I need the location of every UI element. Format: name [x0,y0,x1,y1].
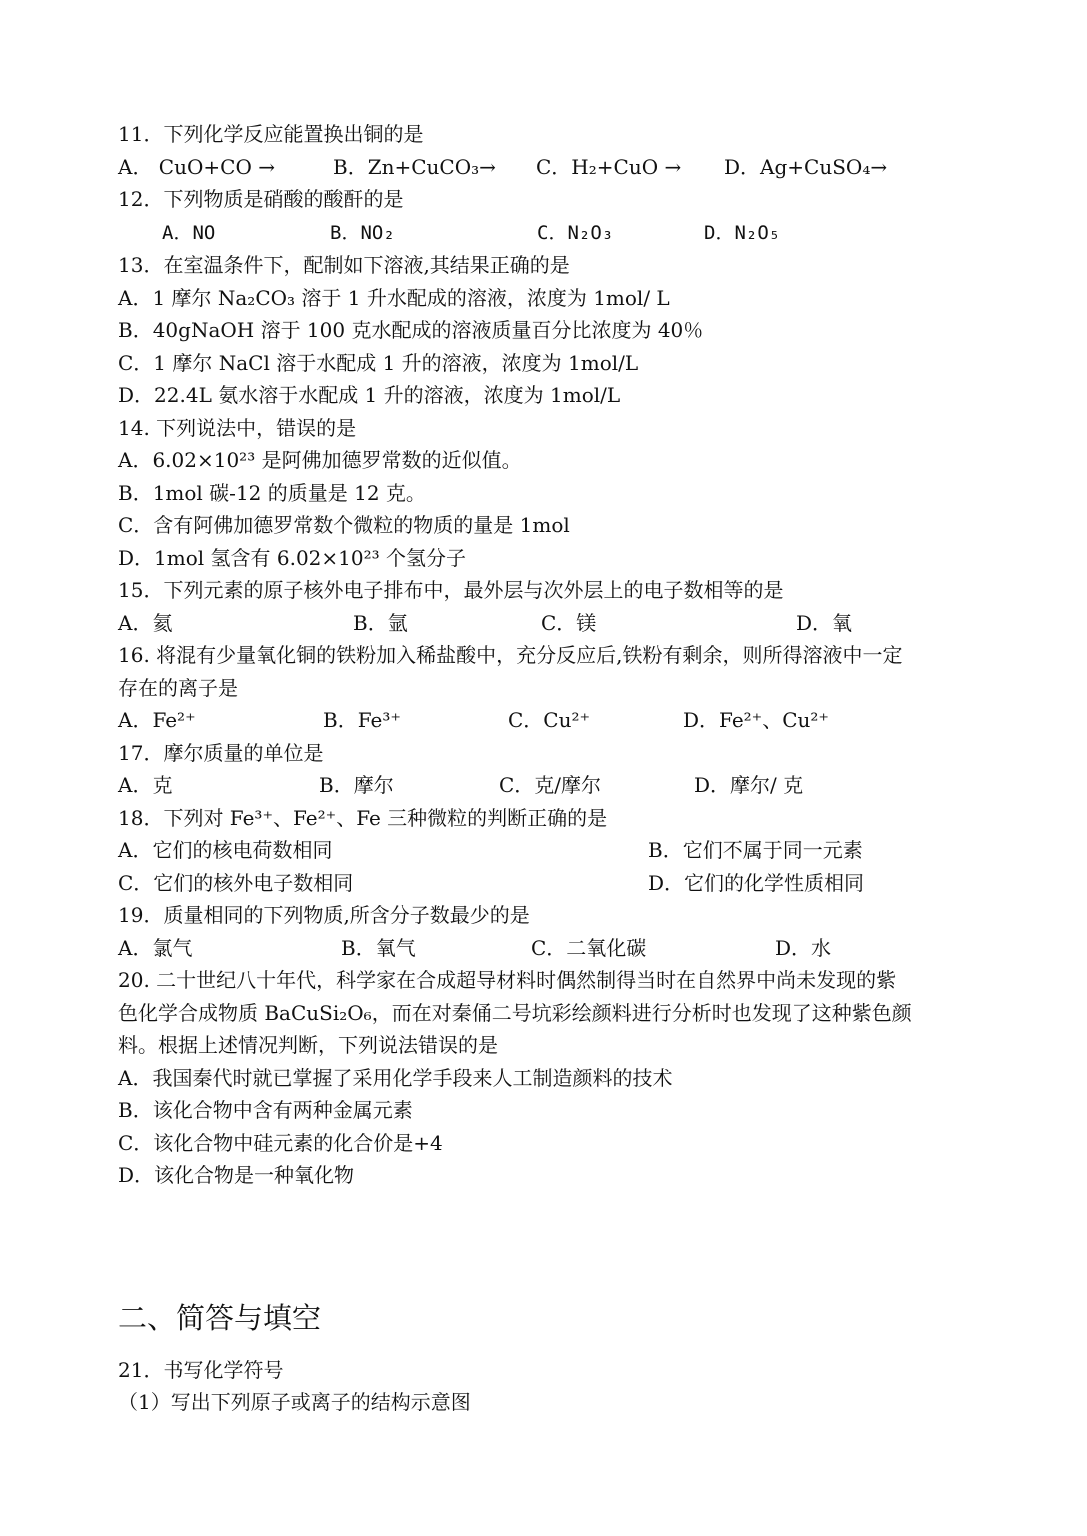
question-15-option-d: D．氧 [796,611,853,635]
question-13-option-c: C．1 摩尔 NaCl 溶于水配成 1 升的溶液，浓度为 1mol/L [118,351,639,375]
question-11-option-a: A． CuO+CO → [118,155,275,179]
question-11-option-d: D．Ag+CuSO₄→ [724,155,888,179]
question-20-option-a: A．我国秦代时就已掌握了采用化学手段来人工制造颜料的技术 [118,1066,673,1090]
question-15-option-a: A．氦 [118,611,173,635]
question-16-option-b: B．Fe³⁺ [323,708,401,732]
question-12-option-d: D．N₂O₅ [704,222,781,244]
question-17-option-c: C．克/摩尔 [499,773,602,797]
question-17-option-d: D．摩尔/ 克 [694,773,804,797]
question-19-stem: 19．质量相同的下列物质,所含分子数最少的是 [118,903,530,927]
question-20-option-d: D．该化合物是一种氧化物 [118,1163,355,1187]
question-18-option-c: C．它们的核外电子数相同 [118,871,354,895]
question-18-option-d: D．它们的化学性质相同 [648,871,865,895]
question-20-stem-line2: 色化学合成物质 BaCuSi₂O₆，而在对秦俑二号坑彩绘颜料进行分析时也发现了这种紫色颜 [118,1001,912,1025]
question-15-stem: 15．下列元素的原子核外电子排布中，最外层与次外层上的电子数相等的是 [118,578,784,602]
question-15-option-c: C．镁 [541,611,597,635]
question-14-option-a: A．6.02×10²³ 是阿佛加德罗常数的近似值。 [118,448,522,472]
question-13-option-a: A．1 摩尔 Na₂CO₃ 溶于 1 升水配成的溶液，浓度为 1mol/ L [118,286,670,310]
question-15-option-b: B．氩 [353,611,408,635]
question-14-stem: 14. 下列说法中，错误的是 [118,416,357,440]
question-11-option-c: C．H₂+CuO → [536,155,682,179]
question-17-option-a: A．克 [118,773,173,797]
question-12-option-c: C．N₂O₃ [537,222,614,244]
question-14-option-d: D．1mol 氢含有 6.02×10²³ 个氢分子 [118,546,467,570]
question-14-option-c: C．含有阿佛加德罗常数个微粒的物质的量是 1mol [118,513,570,537]
question-16-option-d: D．Fe²⁺、Cu²⁺ [683,708,829,732]
question-20-option-b: B．该化合物中含有两种金属元素 [118,1098,413,1122]
question-13-option-b: B．40gNaOH 溶于 100 克水配成的溶液质量百分比浓度为 40％ [118,318,704,342]
question-18-option-a: A．它们的核电荷数相同 [118,838,333,862]
question-16-stem-line1: 16. 将混有少量氧化铜的铁粉加入稀盐酸中，充分反应后,铁粉有剩余，则所得溶液中一定 [118,643,903,667]
question-16-option-a: A．Fe²⁺ [118,708,196,732]
question-21-sub-1: （1）写出下列原子或离子的结构示意图 [118,1390,471,1414]
question-19-option-b: B．氧气 [341,936,416,960]
question-20-stem-line3: 料。根据上述情况判断，下列说法错误的是 [118,1033,498,1057]
question-12-option-b: B．NO₂ [330,222,395,244]
question-18-option-b: B．它们不属于同一元素 [648,838,863,862]
section-2-heading: 二、简答与填空 [118,1301,322,1335]
question-12-option-a: A．NO [162,222,216,244]
question-21-stem: 21．书写化学符号 [118,1358,284,1382]
question-12-stem: 12．下列物质是硝酸的酸酐的是 [118,187,404,211]
question-17-stem: 17．摩尔质量的单位是 [118,741,324,765]
question-13-option-d: D．22.4L 氨水溶于水配成 1 升的溶液，浓度为 1mol/L [118,383,621,407]
question-16-option-c: C．Cu²⁺ [508,708,591,732]
question-19-option-d: D．水 [775,936,832,960]
question-19-option-c: C．二氧化碳 [531,936,647,960]
question-14-option-b: B．1mol 碳-12 的质量是 12 克。 [118,481,426,505]
question-11-option-b: B．Zn+CuCO₃→ [333,155,496,179]
question-13-stem: 13．在室温条件下，配制如下溶液,其结果正确的是 [118,253,570,277]
question-19-option-a: A．氯气 [118,936,193,960]
question-17-option-b: B．摩尔 [319,773,394,797]
question-11-stem: 11．下列化学反应能置换出铜的是 [118,122,424,146]
question-20-option-c: C．该化合物中硅元素的化合价是+4 [118,1131,443,1155]
question-18-stem: 18．下列对 Fe³⁺、Fe²⁺、Fe 三种微粒的判断正确的是 [118,806,608,830]
question-16-stem-line2: 存在的离子是 [118,676,238,700]
question-20-stem-line1: 20. 二十世纪八十年代，科学家在合成超导材料时偶然制得当时在自然界中尚未发现的紫 [118,968,897,992]
